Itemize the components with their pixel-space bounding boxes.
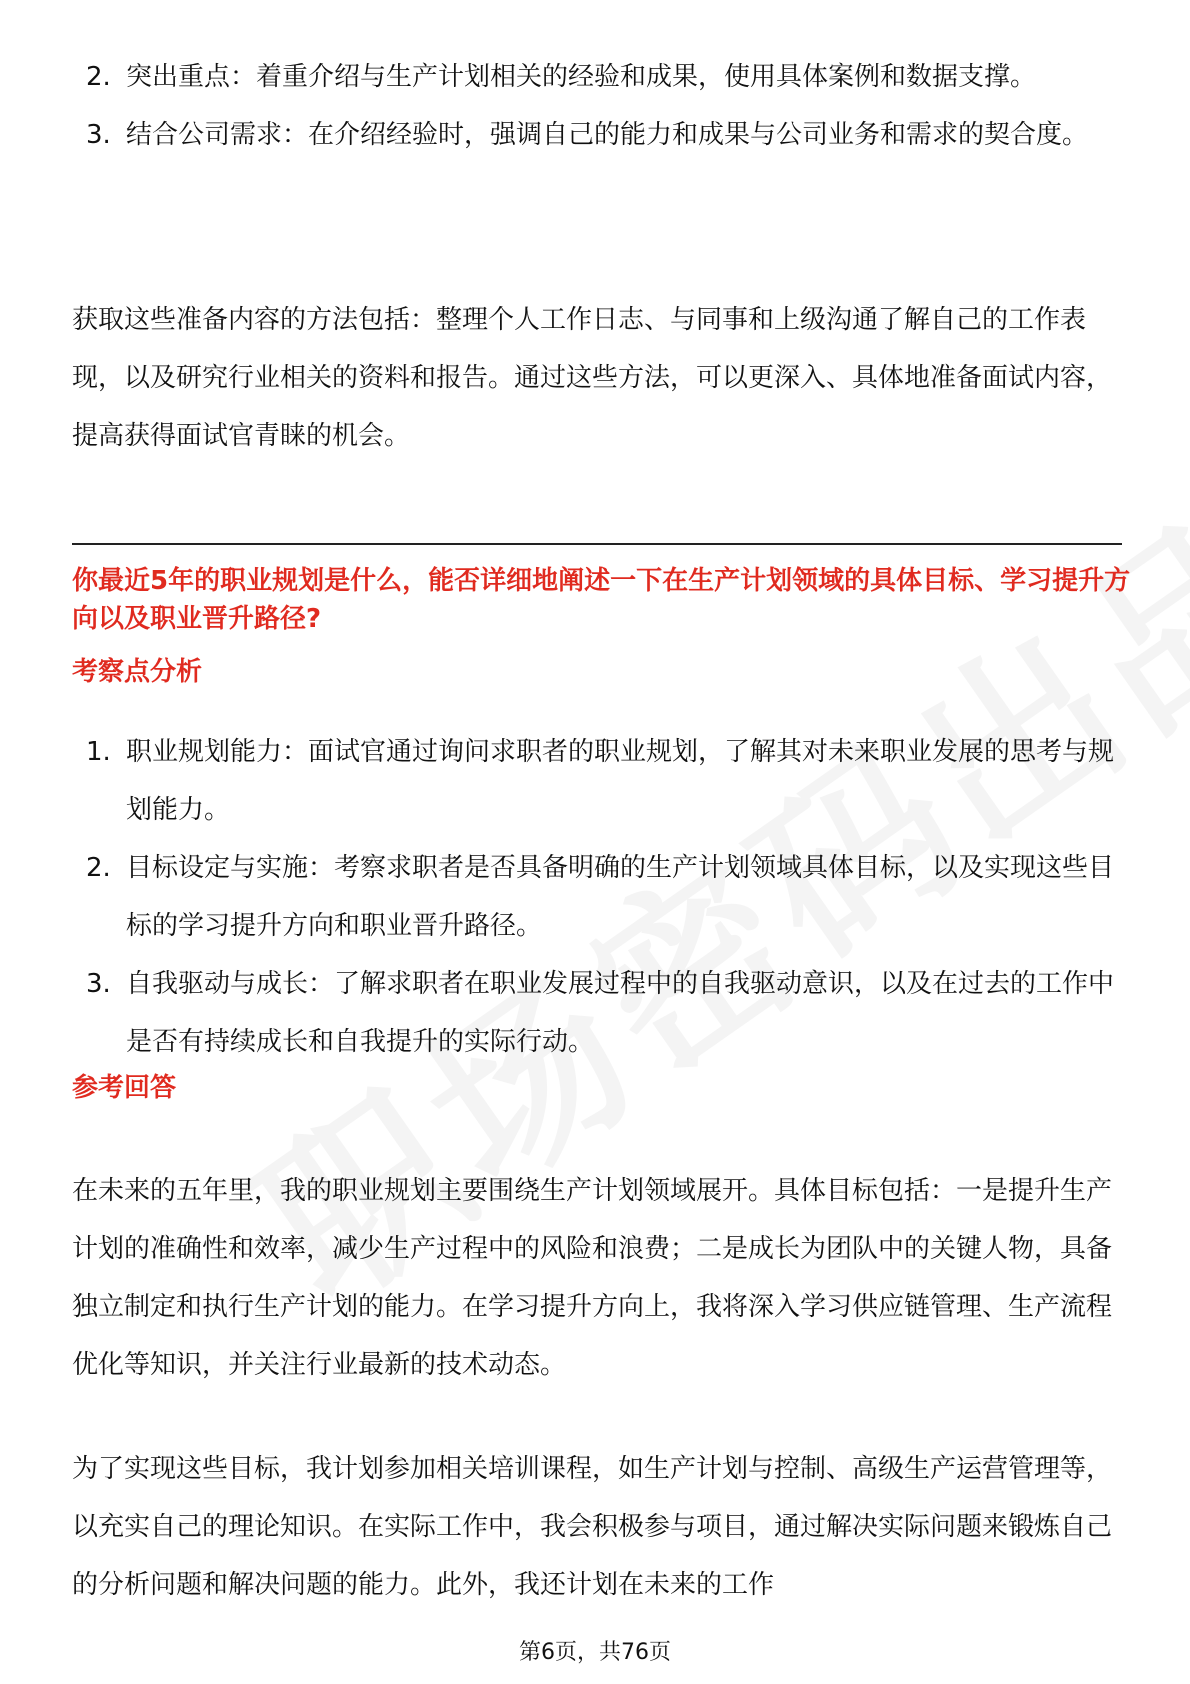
list-number: 3. (86, 969, 111, 999)
list-item (72, 723, 1132, 839)
list-number: 2. (86, 62, 111, 92)
list-text: 结合公司需求：在介绍经验时，强调自己的能力和成果与公司业务和需求的契合度。 (126, 120, 1089, 150)
section-divider (72, 543, 1122, 545)
answer-paragraph: 在未来的五年里，我的职业规划主要围绕生产计划领域展开。具体目标包括：一是提升生产计划的准确性和效率，减少生产过程中的风险和浪费；二是成长为团队中的关键人物，具备独立制定和执行生产计划的能力。在学习提升方向上，我将深入学习供应链管理、生产流程优化等知识，并关注行业最新的技术动态。 (72, 1176, 1113, 1380)
list-item (72, 48, 1132, 106)
question-title: 你最近5年的职业规划是什么，能否详细地阐述一下在生产计划领域的具体目标、学习提升方向以及职业晋升路径? (72, 566, 1131, 634)
top-list (72, 48, 1132, 164)
list-text: 突出重点：着重介绍与生产计划相关的经验和成果，使用具体案例和数据支撑。 (126, 62, 1037, 92)
answer-heading: 参考回答 (72, 1073, 177, 1103)
list-item (72, 106, 1132, 164)
list-number: 2. (86, 853, 111, 883)
list-item (72, 839, 1132, 955)
page-number: 第6页，共76页 (519, 1640, 671, 1665)
analysis-heading: 考察点分析 (72, 657, 203, 687)
list-text: 目标设定与实施：考察求职者是否具备明确的生产计划领域具体目标，以及实现这些目标的学习提升方向和职业晋升路径。 (126, 853, 1115, 941)
list-text: 自我驱动与成长：了解求职者在职业发展过程中的自我驱动意识，以及在过去的工作中是否有持续成长和自我提升的实际行动。 (126, 969, 1115, 1057)
list-number: 3. (86, 120, 111, 150)
list-item (72, 955, 1132, 1071)
list-number: 1. (86, 737, 111, 767)
methods-paragraph: 获取这些准备内容的方法包括：整理个人工作日志、与同事和上级沟通了解自己的工作表现，以及研究行业相关的资料和报告。通过这些方法，可以更深入、具体地准备面试内容，提高获得面试官青睐的机会。 (72, 305, 1113, 451)
analysis-list (72, 723, 1132, 1071)
answer-paragraph: 为了实现这些目标，我计划参加相关培训课程，如生产计划与控制、高级生产运营管理等，以充实自己的理论知识。在实际工作中，我会积极参与项目，通过解决实际问题来锻炼自己的分析问题和解决问题的能力。此外，我还计划在未来的工作 (72, 1454, 1113, 1600)
list-text: 职业规划能力：面试官通过询问求职者的职业规划，了解其对未来职业发展的思考与规划能力。 (126, 737, 1115, 825)
